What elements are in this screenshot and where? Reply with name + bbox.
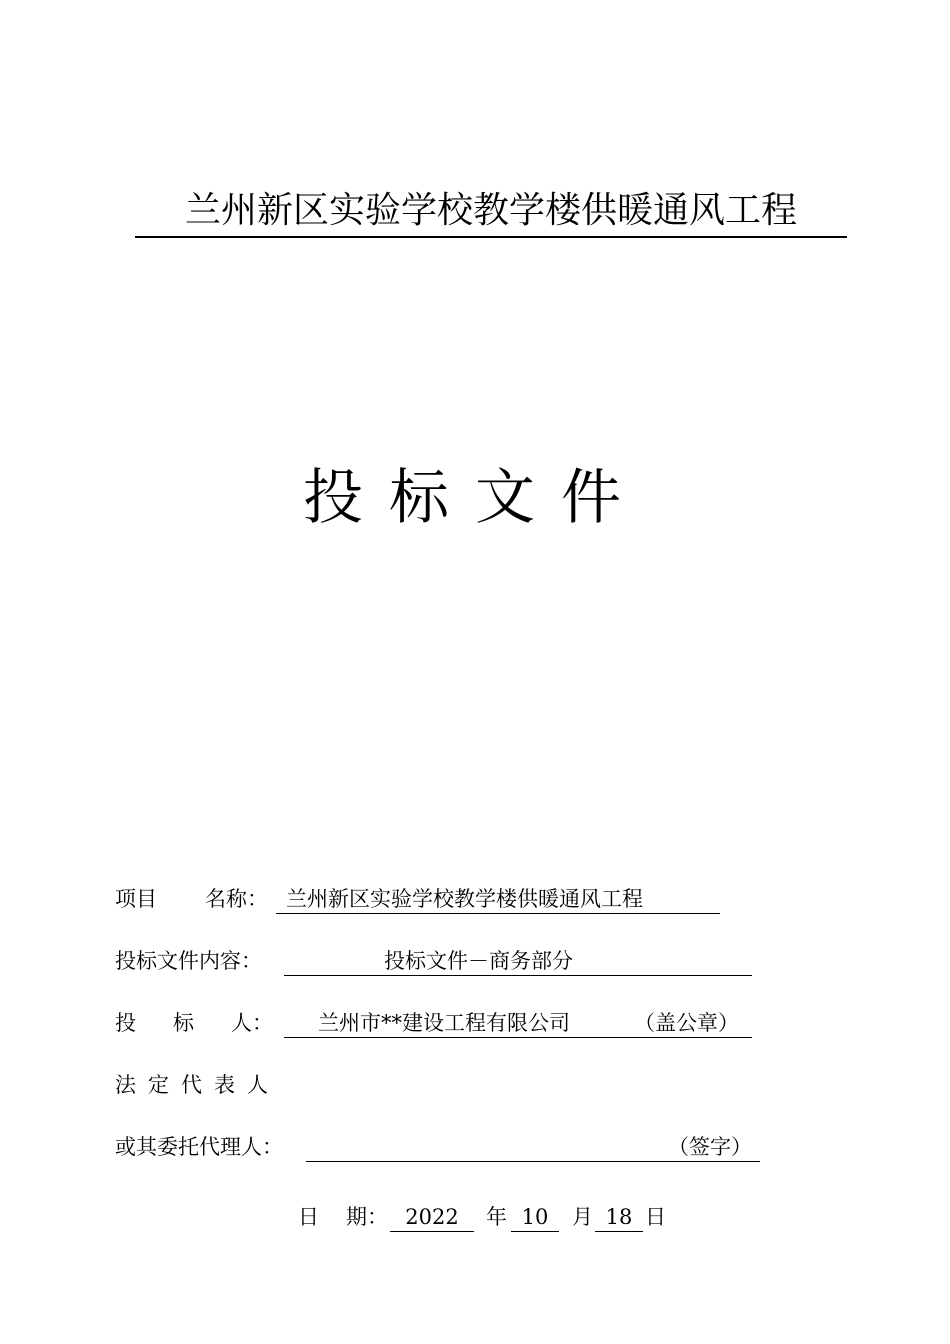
agent-signature-line [306,1133,760,1162]
date-year-unit: 年 [486,1205,507,1229]
date-day: 18 [595,1203,643,1232]
project-name-value: 兰州新区实验学校教学楼供暖通风工程 [276,885,720,914]
bidder-value-line [284,1009,752,1038]
date-year: 2022 [390,1203,474,1232]
bidder-seal-suffix: （盖公章） [634,1011,739,1035]
agent-label: 或其委托代理人： [115,1135,283,1159]
date-month-unit: 月 [572,1205,593,1229]
date-month: 10 [511,1203,559,1232]
date-label: 日 期： [298,1205,388,1229]
content-label: 投标文件内容： [115,949,262,973]
content-value: 投标文件－商务部分 [284,947,752,976]
project-title: 兰州新区实验学校教学楼供暖通风工程 [135,188,847,238]
legal-rep-label: 法定代表人 [115,1073,280,1097]
date-day-unit: 日 [645,1205,666,1229]
bidder-label: 投 标 人： [115,1011,273,1035]
bidder-value: 兰州市**建设工程有限公司 [318,1011,570,1035]
document-title: 投标文件 [303,463,647,533]
project-name-label: 项目 名称： [115,887,268,911]
agent-signature-suffix: （签字） [668,1135,752,1159]
